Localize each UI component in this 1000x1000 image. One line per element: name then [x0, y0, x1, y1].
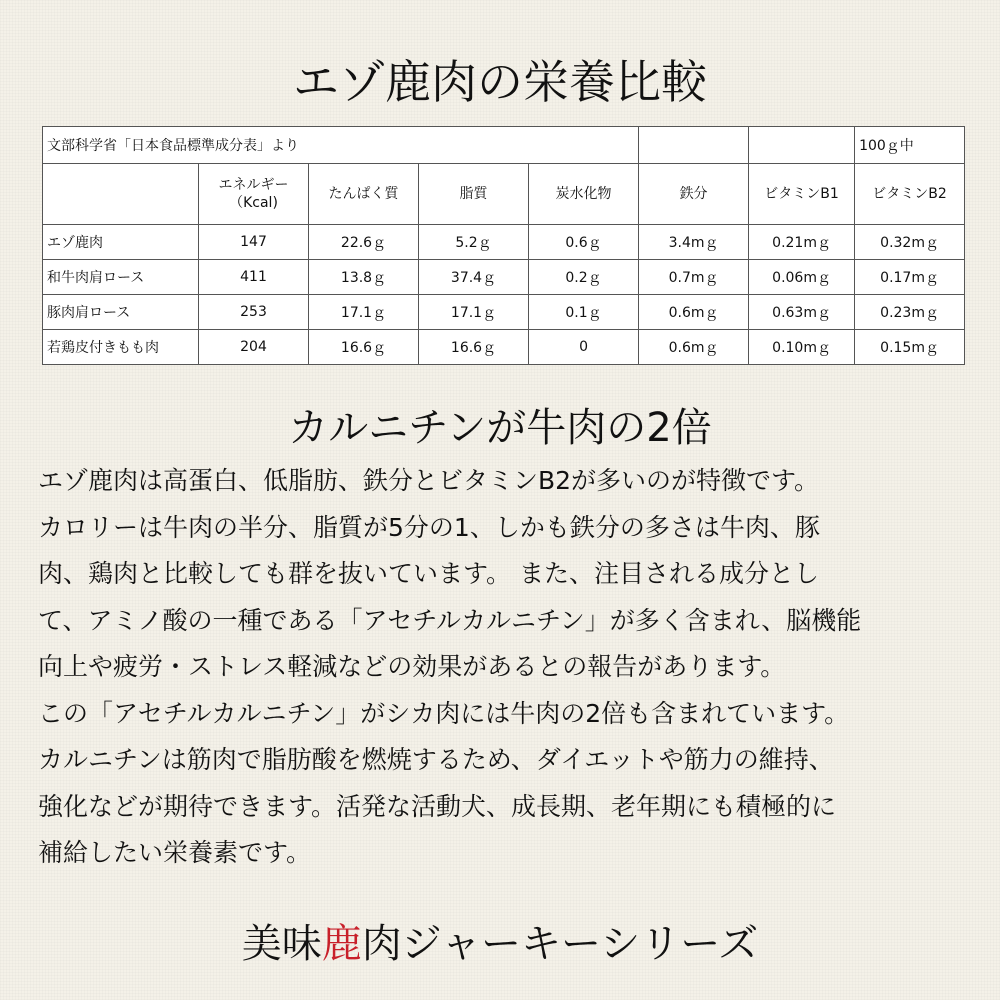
table-row: [43, 330, 965, 365]
table-cell-energy: 253: [199, 295, 309, 330]
body-line: 強化などが期待できます。活発な活動犬、成長期、老年期にも積極的に: [38, 791, 837, 821]
table-cell-food: エゾ鹿肉: [43, 225, 199, 260]
body-line: エゾ鹿肉は高蛋白、低脂肪、鉄分とビタミンB2が多いのが特徴です。: [38, 466, 820, 495]
table-row: [43, 225, 965, 260]
table-cell-iron: 0.6mｇ: [639, 330, 749, 365]
table-cell-fat: 17.1ｇ: [419, 295, 529, 330]
table-row: [43, 260, 965, 295]
body-line: て、アミノ酸の一種である「アセチルカルニチン」が多く含まれ、脳機能: [38, 605, 862, 635]
table-header-protein: たんぱく質: [309, 164, 419, 225]
table-source: 文部科学省「日本食品標準成分表」より: [43, 127, 639, 164]
table-header-carb: 炭水化物: [529, 164, 639, 225]
table-cell-vb2: 0.23mｇ: [855, 295, 965, 330]
table-header-row: [43, 164, 965, 225]
table-cell-food: 豚肉肩ロース: [43, 295, 199, 330]
footer-title-accent: 鹿: [321, 921, 362, 967]
table-cell-carb: 0.1ｇ: [529, 295, 639, 330]
table-header-iron: 鉄分: [639, 164, 749, 225]
table-cell-protein: 16.6ｇ: [309, 330, 419, 365]
body-line: 補給したい栄養素です。: [38, 838, 312, 867]
table-cell-carb: 0.2ｇ: [529, 260, 639, 295]
table-cell-carb: 0: [529, 330, 639, 365]
table-blank-cell: [639, 127, 749, 164]
table-cell-fat: 5.2ｇ: [419, 225, 529, 260]
table-cell-protein: 17.1ｇ: [309, 295, 419, 330]
table-cell-vb2: 0.17mｇ: [855, 260, 965, 295]
table-blank-cell: [749, 127, 855, 164]
section-title: カルニチンが牛肉の2倍: [288, 405, 712, 451]
table-header-blank: [43, 164, 199, 225]
table-cell-vb1: 0.10mｇ: [749, 330, 855, 365]
table-unit: 100ｇ中: [855, 127, 965, 164]
table-header-energy: [199, 164, 309, 225]
table-cell-energy: 204: [199, 330, 309, 365]
table-cell-vb1: 0.63mｇ: [749, 295, 855, 330]
table-cell-vb1: 0.21mｇ: [749, 225, 855, 260]
body-line: この「アセチルカルニチン」がシカ肉には牛肉の2倍も含まれています。: [38, 698, 850, 728]
table-cell-energy: 147: [199, 225, 309, 260]
body-text: [38, 458, 968, 877]
table-cell-carb: 0.6ｇ: [529, 225, 639, 260]
table-cell-energy: 411: [199, 260, 309, 295]
page-title: エゾ鹿肉の栄養比較: [293, 55, 707, 109]
table-header-vb1: ビタミンB1: [749, 164, 855, 225]
table-source-row: [43, 127, 965, 164]
table-cell-fat: 37.4ｇ: [419, 260, 529, 295]
table-header-energy-line1: エネルギー: [218, 177, 289, 193]
table-cell-iron: 0.6mｇ: [639, 295, 749, 330]
table-cell-iron: 0.7mｇ: [639, 260, 749, 295]
footer-title-part2: 肉ジャーキーシリーズ: [361, 921, 759, 967]
table-cell-fat: 16.6ｇ: [419, 330, 529, 365]
table-cell-food: 和牛肉肩ロース: [43, 260, 199, 295]
table-cell-vb1: 0.06mｇ: [749, 260, 855, 295]
nutrition-table-wrap: [42, 126, 964, 365]
table-header-fat: 脂質: [419, 164, 529, 225]
body-line: 向上や疲労・ストレス軽減などの効果があるとの報告があります。: [38, 652, 786, 681]
body-line: カロリーは牛肉の半分、脂質が5分の1、しかも鉄分の多さは牛肉、豚: [38, 512, 820, 542]
footer-title-part1: 美味: [241, 921, 322, 967]
table-cell-vb2: 0.15mｇ: [855, 330, 965, 365]
table-cell-protein: 22.6ｇ: [309, 225, 419, 260]
footer-title: [0, 912, 1000, 976]
nutrition-table: [42, 126, 965, 365]
table-cell-iron: 3.4mｇ: [639, 225, 749, 260]
table-cell-vb2: 0.32mｇ: [855, 225, 965, 260]
table-cell-food: 若鶏皮付きもも肉: [43, 330, 199, 365]
table-header-vb2: ビタミンB2: [855, 164, 965, 225]
table-header-energy-line2: （Kcal): [229, 195, 278, 211]
table-row: [43, 295, 965, 330]
body-line: 肉、鶏肉と比較しても群を抜いています。 また、注目される成分とし: [38, 559, 819, 588]
table-cell-protein: 13.8ｇ: [309, 260, 419, 295]
body-line: カルニチンは筋肉で脂肪酸を燃焼するため、ダイエットや筋力の維持、: [38, 745, 834, 774]
